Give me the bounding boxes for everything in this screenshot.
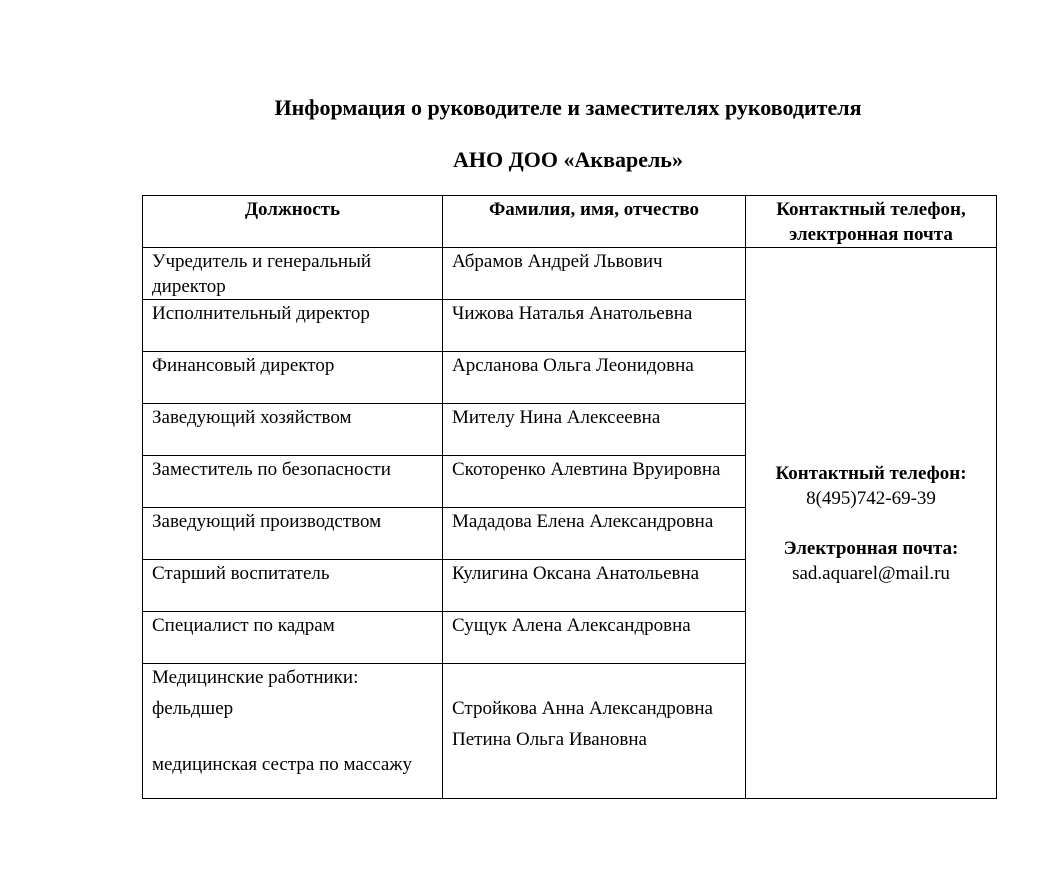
- header-position: Должность: [143, 196, 443, 248]
- name-cell: Чижова Наталья Анатольевна: [443, 300, 746, 352]
- position-massage-nurse: медицинская сестра по массажу: [152, 754, 412, 775]
- medical-names-cell: [443, 664, 746, 799]
- staff-table: [142, 195, 997, 799]
- position-cell: Исполнительный директор: [143, 300, 443, 352]
- position-cell: Старший воспитатель: [143, 560, 443, 612]
- position-paramedic: фельдшер: [152, 698, 234, 719]
- contact-cell: [746, 248, 997, 799]
- email-address: sad.aquarel@mail.ru: [792, 562, 950, 584]
- position-cell: Специалист по кадрам: [143, 612, 443, 664]
- name-cell: Арсланова Ольга Леонидовна: [443, 352, 746, 404]
- name-cell: Абрамов Андрей Львович: [443, 248, 746, 300]
- position-cell: Заведующий хозяйством: [143, 404, 443, 456]
- position-cell: Учредитель и генеральный директор: [143, 248, 443, 300]
- table-header-row: [143, 196, 997, 248]
- name-paramedic: Стройкова Анна Александровна: [452, 698, 713, 719]
- position-cell: Заместитель по безопасности: [143, 456, 443, 508]
- position-cell: Финансовый директор: [143, 352, 443, 404]
- header-full-name: Фамилия, имя, отчество: [443, 196, 746, 248]
- organization-name: АНО ДОО «Акварель»: [453, 147, 683, 172]
- header-contact: Контактный телефон, электронная почта: [746, 196, 997, 248]
- name-cell: Мителу Нина Алексеевна: [443, 404, 746, 456]
- position-cell: Заведующий производством: [143, 508, 443, 560]
- medical-positions-cell: [143, 664, 443, 799]
- name-cell: Кулигина Оксана Анатольевна: [443, 560, 746, 612]
- document-title: Информация о руководителе и заместителях руководителя: [274, 95, 862, 120]
- name-cell: Мададова Елена Александровна: [443, 508, 746, 560]
- phone-label: Контактный телефон:: [775, 462, 967, 484]
- email-label: Электронная почта:: [783, 537, 959, 559]
- table-row: [143, 248, 997, 300]
- name-massage-nurse: Петина Ольга Ивановна: [452, 729, 647, 750]
- phone-number: 8(495)742-69-39: [806, 487, 936, 509]
- medical-group-label: Медицинские работники:: [152, 667, 359, 688]
- name-cell: Сущук Алена Александровна: [443, 612, 746, 664]
- name-cell: Скоторенко Алевтина Вруировна: [443, 456, 746, 508]
